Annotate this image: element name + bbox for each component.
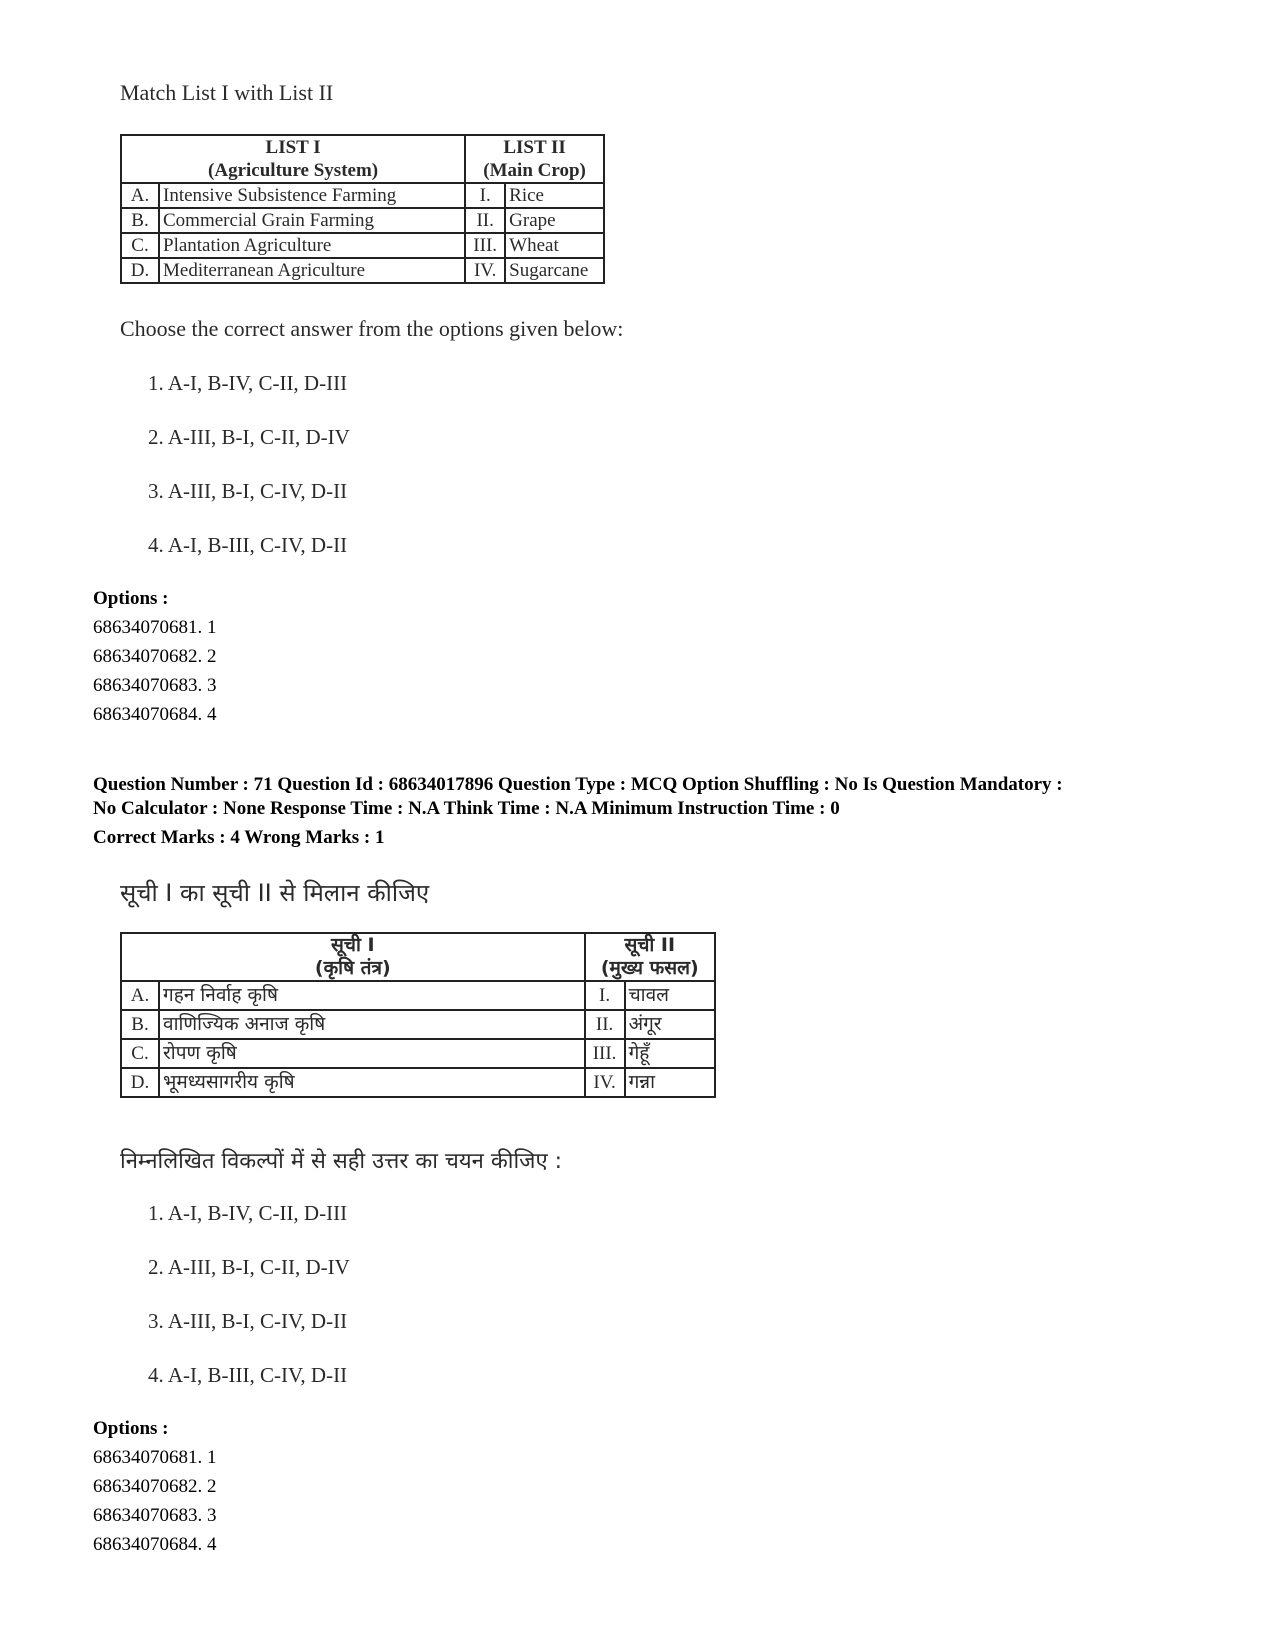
row-label: D. <box>121 1068 159 1097</box>
q71-prompt: सूची I का सूची II से मिलान कीजिए <box>120 879 430 907</box>
q70-list2-head: LIST II <box>503 137 566 158</box>
table-row <box>121 183 604 208</box>
row-label: B. <box>121 1010 159 1039</box>
q70-choice-4: 4. A-I, B-III, C-IV, D-II <box>148 533 348 557</box>
q71-meta-line-2: No Calculator : None Response Time : N.A Think Time : N.A Minimum Instruction Time : 0 <box>93 798 840 819</box>
q71-list1-head: सूची I <box>331 934 375 956</box>
table-row <box>121 1039 715 1068</box>
row-text: Wheat <box>505 233 604 258</box>
q71-option-2: 68634070682. 2 <box>93 1476 217 1497</box>
q70-list2-header <box>465 135 604 183</box>
row-text: गहन निर्वाह कृषि <box>159 981 585 1010</box>
row-label: II. <box>585 1010 625 1039</box>
row-text: Mediterranean Agriculture <box>159 258 465 283</box>
q70-choice-2: 2. A-III, B-I, C-II, D-IV <box>148 425 350 449</box>
row-text: भूमध्यसागरीय कृषि <box>159 1068 585 1097</box>
q71-match-table <box>120 932 716 1098</box>
row-label: IV. <box>585 1068 625 1097</box>
row-label: III. <box>585 1039 625 1068</box>
row-text: गेहूँ <box>625 1039 715 1068</box>
row-label: D. <box>121 258 159 283</box>
q70-option-3: 68634070683. 3 <box>93 675 217 696</box>
q70-match-table <box>120 134 605 284</box>
row-label: A. <box>121 981 159 1010</box>
row-text: Rice <box>505 183 604 208</box>
row-text: Intensive Subsistence Farming <box>159 183 465 208</box>
q71-list2-head: सूची II <box>624 934 676 956</box>
row-label: B. <box>121 208 159 233</box>
row-text: Grape <box>505 208 604 233</box>
row-label: C. <box>121 233 159 258</box>
table-row <box>121 1068 715 1097</box>
row-label: A. <box>121 183 159 208</box>
q71-list2-sub: (मुख्य फसल) <box>600 957 699 979</box>
q70-list1-head: LIST I <box>265 137 321 158</box>
table-row <box>121 258 604 283</box>
row-label: III. <box>465 233 505 258</box>
q71-choice-4: 4. A-I, B-III, C-IV, D-II <box>148 1363 348 1387</box>
row-label: C. <box>121 1039 159 1068</box>
q70-list1-sub: (Agriculture System) <box>208 160 379 181</box>
row-text: गन्ना <box>625 1068 715 1097</box>
q70-option-4: 68634070684. 4 <box>93 704 217 725</box>
q70-choice-3: 3. A-III, B-I, C-IV, D-II <box>148 479 348 503</box>
q71-option-4: 68634070684. 4 <box>93 1534 217 1555</box>
q70-list2-sub: (Main Crop) <box>483 160 586 181</box>
row-text: Commercial Grain Farming <box>159 208 465 233</box>
q71-list2-header <box>585 933 715 981</box>
q71-marks: Correct Marks : 4 Wrong Marks : 1 <box>93 827 385 848</box>
q71-list1-header <box>121 933 585 981</box>
q71-options-label: Options : <box>93 1418 169 1439</box>
row-label: I. <box>585 981 625 1010</box>
q71-option-1: 68634070681. 1 <box>93 1447 217 1468</box>
row-label: II. <box>465 208 505 233</box>
q70-choice-1: 1. A-I, B-IV, C-II, D-III <box>148 371 348 395</box>
row-text: Sugarcane <box>505 258 604 283</box>
table-row <box>121 1010 715 1039</box>
row-text: चावल <box>625 981 715 1010</box>
row-text: अंगूर <box>625 1010 715 1039</box>
row-text: वाणिज्यिक अनाज कृषि <box>159 1010 585 1039</box>
q70-option-1: 68634070681. 1 <box>93 617 217 638</box>
table-row <box>121 233 604 258</box>
q71-option-3: 68634070683. 3 <box>93 1505 217 1526</box>
q70-option-2: 68634070682. 2 <box>93 646 217 667</box>
q70-instruction: Choose the correct answer from the options given below: <box>120 316 624 341</box>
q71-choice-2: 2. A-III, B-I, C-II, D-IV <box>148 1255 350 1279</box>
q71-choice-3: 3. A-III, B-I, C-IV, D-II <box>148 1309 348 1333</box>
q71-meta-line-1: Question Number : 71 Question Id : 68634017896 Question Type : MCQ Option Shuffling : No Is Question Mandatory : <box>93 774 1063 795</box>
q70-list1-header <box>121 135 465 183</box>
q70-prompt: Match List I with List II <box>120 80 334 105</box>
q71-choice-1: 1. A-I, B-IV, C-II, D-III <box>148 1201 348 1225</box>
row-text: रोपण कृषि <box>159 1039 585 1068</box>
q70-options-label: Options : <box>93 588 169 609</box>
row-text: Plantation Agriculture <box>159 233 465 258</box>
row-label: I. <box>465 183 505 208</box>
row-label: IV. <box>465 258 505 283</box>
table-row <box>121 208 604 233</box>
q71-instruction: निम्नलिखित विकल्पों में से सही उत्तर का चयन कीजिए : <box>120 1149 563 1174</box>
table-row <box>121 981 715 1010</box>
q71-list1-sub: (कृषि तंत्र) <box>314 957 391 979</box>
